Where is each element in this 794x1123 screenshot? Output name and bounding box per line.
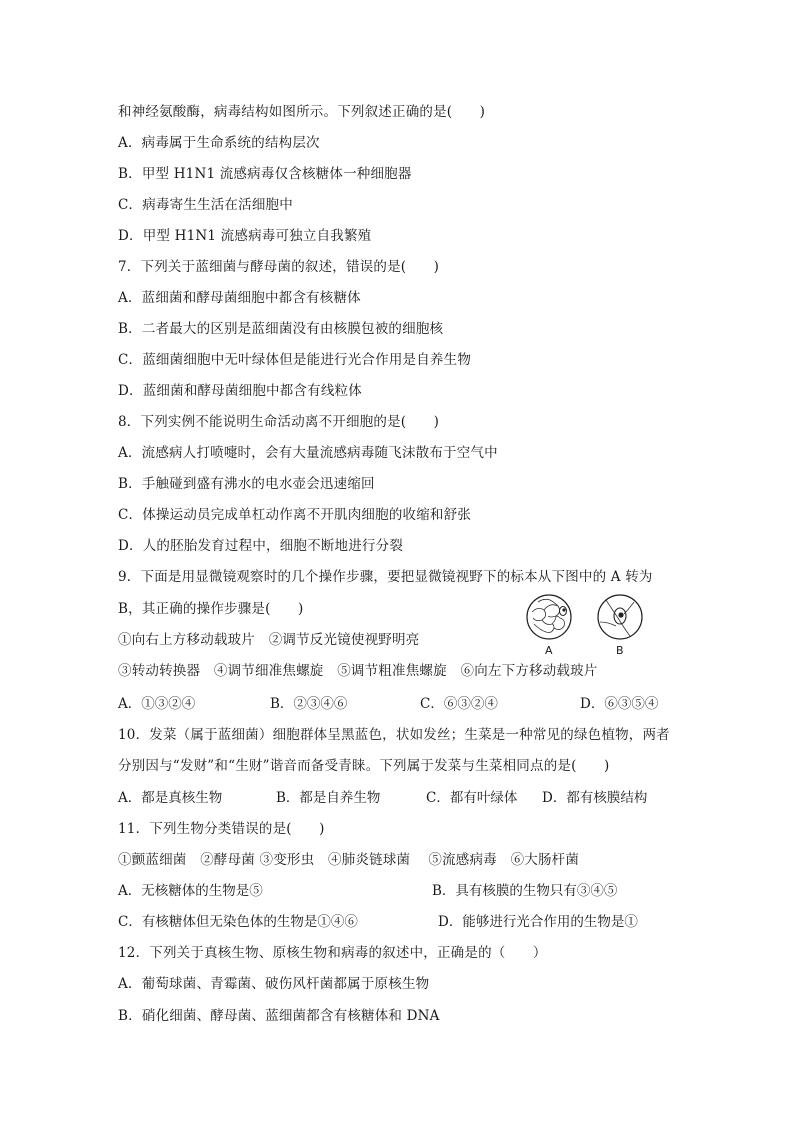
text-line: ③转动转换器 ④调节细准焦螺旋 ⑤调节粗准焦螺旋 ⑥向左下方移动载玻片 [118, 663, 598, 679]
text-line: C．体操运动员完成单杠动作离不开肌肉细胞的收缩和舒张 [118, 507, 472, 523]
text-line: 和神经氨酸酶，病毒结构如图所示。下列叙述正确的是( ) [118, 104, 486, 120]
text-line: A．流感病人打喷嚏时，会有大量流感病毒随飞沫散布于空气中 [118, 445, 498, 461]
option-a: A．①③②④ [118, 696, 196, 712]
question-7-title: 7．下列关于蓝细菌与酵母菌的叙述，错误的是( ) [118, 259, 440, 275]
text-line: A．蓝细菌和酵母菌细胞中都含有核糖体 [118, 290, 361, 306]
question-12-title: 12．下列关于真核生物、原核生物和病毒的叙述中，正确是的（ ） [118, 945, 547, 961]
text-line: C．病毒寄生生活在活细胞中 [118, 197, 293, 213]
option-b: B．都是自养生物 [276, 790, 381, 806]
text-line: D．人的胚胎发育过程中，细胞不断地进行分裂 [118, 538, 404, 554]
text-line: A．病毒属于生命系统的结构层次 [118, 135, 320, 151]
microscope-field-figure [524, 592, 648, 662]
question-10-title: 10．发菜（属于蓝细菌）细胞群体呈黑蓝色，状如发丝；生菜是一种常见的绿色植物，两者 [118, 727, 670, 743]
text-line: C．蓝细菌细胞中无叶绿体但是能进行光合作用是自养生物 [118, 352, 472, 368]
text-line: B．甲型 H1N1 流感病毒仅含核糖体一种细胞器 [118, 166, 412, 182]
question-9-title: 9．下面是用显微镜观察时的几个操作步骤，要把显微镜视野下的标本从下图中的 A 转为 [118, 569, 653, 585]
option-a: A．都是真核生物 [118, 790, 223, 806]
text-line: B．二者最大的区别是蓝细菌没有由核膜包被的细胞核 [118, 321, 444, 337]
option-d: D．都有核膜结构 [542, 790, 648, 806]
option-c: C．有核糖体但无染色体的生物是①④⑥ [118, 914, 358, 930]
option-c: C．⑥③②④ [420, 696, 498, 712]
text-line: 分别因与“发财”和“生财”谐音而备受青睐。下列属于发菜与生菜相同点的是( ) [118, 758, 610, 774]
text-line: D．蓝细菌和酵母菌细胞中都含有线粒体 [118, 383, 362, 399]
text-line: B．硝化细菌、酵母菌、蓝细菌都含有核糖体和 DNA [118, 1008, 440, 1024]
question-8-title: 8．下列实例不能说明生命活动离不开细胞的是( ) [118, 414, 440, 430]
text-line: B，其正确的操作步骤是( ) [118, 601, 304, 617]
question-11-title: 11．下列生物分类错误的是( ) [118, 821, 325, 837]
option-c: C．都有叶绿体 [426, 790, 518, 806]
figure-label-b: B [616, 644, 624, 657]
question-11-items: ①颤蓝细菌 ②酵母菌 ③变形虫 ④肺炎链球菌 ⑤流感病毒 ⑥大肠杆菌 [118, 852, 580, 868]
option-a: A．无核糖体的生物是⑤ [118, 883, 263, 899]
figure-label-a: A [545, 644, 553, 657]
text-line: D．甲型 H1N1 流感病毒可独立自我繁殖 [118, 228, 372, 244]
option-b: B．具有核膜的生物只有③④⑤ [432, 883, 618, 899]
text-line: A．葡萄球菌、青霉菌、破伤风杆菌都属于原核生物 [118, 976, 430, 992]
text-line: ①向右上方移动载玻片 ②调节反光镜使视野明亮 [118, 632, 420, 648]
option-d: D．能够进行光合作用的生物是① [438, 914, 638, 930]
option-d: D．⑥③⑤④ [580, 696, 659, 712]
option-b: B．②③④⑥ [270, 696, 348, 712]
text-line: B．手触碰到盛有沸水的电水壶会迅速缩回 [118, 476, 375, 492]
